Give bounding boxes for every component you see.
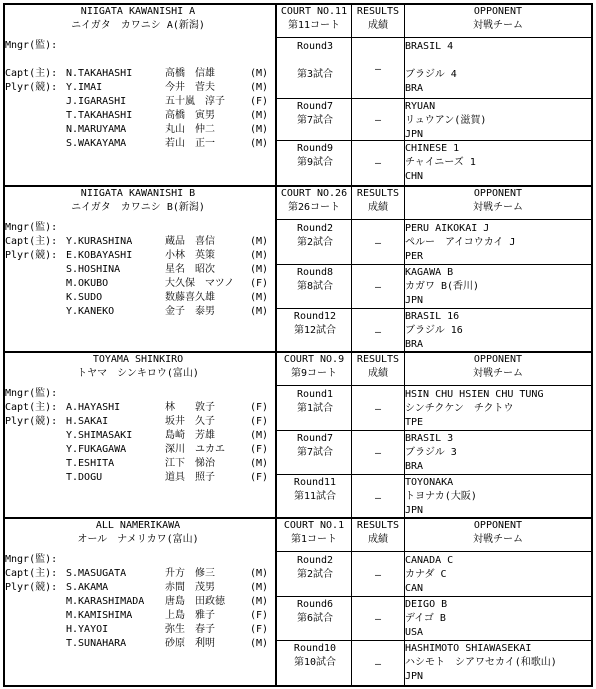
member-roman: S.WAKAYAMA bbox=[66, 138, 127, 149]
member-roman: T.DOGU bbox=[66, 472, 103, 483]
opponent-line: JPN bbox=[405, 505, 424, 516]
opponent-label-ja: 対戦チーム bbox=[473, 20, 523, 31]
opponent-header bbox=[405, 519, 591, 547]
row-divider bbox=[276, 98, 592, 99]
member-kanji: 星名 昭次 bbox=[165, 264, 215, 275]
team-block bbox=[3, 351, 593, 517]
game-label: 第6試合 bbox=[296, 613, 334, 624]
member-kanji: 五十嵐 淳子 bbox=[165, 96, 225, 107]
opponent-label-ja: 対戦チーム bbox=[473, 368, 523, 379]
round-label: Round3 bbox=[296, 41, 334, 52]
member-row bbox=[5, 109, 271, 123]
round-label: Round12 bbox=[293, 311, 337, 322]
row-divider bbox=[276, 264, 592, 265]
opponent-line: ハシモト シアワセカイ(和歌山) bbox=[405, 657, 557, 668]
member-roman: T.TAKAHASHI bbox=[66, 110, 133, 121]
member-row bbox=[5, 595, 271, 609]
member-row bbox=[5, 415, 271, 429]
row-divider bbox=[276, 308, 592, 309]
round-cell bbox=[279, 142, 351, 170]
team-name-en: TOYAMA SHINKIRO bbox=[92, 354, 184, 365]
member-row bbox=[5, 249, 271, 263]
member-row bbox=[5, 235, 271, 249]
member-row bbox=[5, 291, 271, 305]
opponent-line: BRA bbox=[405, 339, 424, 350]
member-roman: Y.IMAI bbox=[66, 82, 103, 93]
game-label: 第3試合 bbox=[296, 69, 334, 80]
opponent-label-ja: 対戦チーム bbox=[473, 202, 523, 213]
member-kanji: 上島 雅子 bbox=[165, 610, 215, 621]
opponent-line: ブラジル 3 bbox=[405, 447, 457, 458]
result-value: — bbox=[374, 115, 382, 126]
opponent-label: OPPONENT bbox=[473, 354, 523, 365]
member-kanji: 升方 修三 bbox=[165, 568, 215, 579]
results-label: RESULTS bbox=[356, 188, 400, 199]
member-kanji: 砂原 利明 bbox=[165, 638, 215, 649]
result-value: — bbox=[374, 158, 382, 169]
game-label: 第7試合 bbox=[296, 115, 334, 126]
member-gender: (M) bbox=[250, 568, 269, 579]
member-roman: A.HAYASHI bbox=[66, 402, 121, 413]
member-row bbox=[5, 567, 271, 581]
divider bbox=[3, 685, 593, 687]
member-row bbox=[5, 443, 271, 457]
member-kanji: 弥生 春子 bbox=[165, 624, 215, 635]
team-name bbox=[3, 187, 273, 215]
member-row bbox=[5, 609, 271, 623]
round-cell bbox=[279, 476, 351, 504]
member-roman: Y.FUKAGAWA bbox=[66, 444, 127, 455]
round-label: Round8 bbox=[296, 267, 334, 278]
row-divider bbox=[276, 640, 592, 641]
member-prefix: Capt(主): bbox=[5, 568, 58, 579]
member-gender: (M) bbox=[250, 292, 269, 303]
member-kanji: 唐島 田政徳 bbox=[165, 596, 225, 607]
member-roman: N.TAKAHASHI bbox=[66, 68, 133, 79]
team-name-ja: ニイガタ カワニシ A(新潟) bbox=[71, 20, 205, 31]
member-kanji: 丸山 仲二 bbox=[165, 124, 215, 135]
opponent-label: OPPONENT bbox=[473, 6, 523, 17]
member-kanji: 島崎 芳雄 bbox=[165, 430, 215, 441]
member-gender: (M) bbox=[250, 250, 269, 261]
opponent-line: PER bbox=[405, 251, 424, 262]
member-row bbox=[5, 137, 271, 151]
member-row bbox=[5, 67, 271, 81]
court-header bbox=[277, 353, 351, 381]
row-divider bbox=[276, 474, 592, 475]
team-name-ja: オール ナメリカワ(富山) bbox=[77, 534, 199, 545]
results-label: RESULTS bbox=[356, 520, 400, 531]
round-label: Round7 bbox=[296, 101, 334, 112]
opponent-line: CHINESE 1 bbox=[405, 143, 460, 154]
game-label: 第9試合 bbox=[296, 157, 334, 168]
court-number: COURT NO.1 bbox=[283, 520, 345, 531]
opponent-header bbox=[405, 353, 591, 381]
round-label: Round11 bbox=[293, 477, 337, 488]
results-header bbox=[352, 187, 404, 215]
opponent-cell bbox=[405, 40, 593, 96]
row-divider bbox=[276, 37, 592, 38]
member-row bbox=[5, 637, 271, 651]
opponent-line: TPE bbox=[405, 417, 424, 428]
roster-sheet bbox=[3, 3, 593, 687]
court-number-ja: 第11コート bbox=[287, 20, 341, 31]
result-value: — bbox=[374, 282, 382, 293]
opponent-cell bbox=[405, 222, 593, 264]
member-gender: (F) bbox=[250, 402, 269, 413]
member-gender: (M) bbox=[250, 596, 269, 607]
opponent-line: BRASIL 4 bbox=[405, 41, 454, 52]
member-gender: (F) bbox=[250, 96, 269, 107]
opponent-line: BRA bbox=[405, 83, 424, 94]
opponent-line: トヨナカ(大阪) bbox=[405, 491, 477, 502]
member-row bbox=[5, 387, 271, 401]
game-label: 第10試合 bbox=[293, 657, 337, 668]
opponent-line: RYUAN bbox=[405, 101, 436, 112]
opponent-cell bbox=[405, 432, 593, 474]
team-name-en: NIIGATA KAWANISHI A bbox=[80, 6, 196, 17]
member-kanji: 大久保 マツノ bbox=[165, 278, 235, 289]
opponent-line: TOYONAKA bbox=[405, 477, 454, 488]
result-value: — bbox=[374, 614, 382, 625]
opponent-line: JPN bbox=[405, 295, 424, 306]
court-number: COURT NO.9 bbox=[283, 354, 345, 365]
opponent-line: JPN bbox=[405, 671, 424, 682]
game-label: 第1試合 bbox=[296, 403, 334, 414]
results-header bbox=[352, 5, 404, 33]
member-row bbox=[5, 457, 271, 471]
row-divider bbox=[276, 596, 592, 597]
member-gender: (M) bbox=[250, 138, 269, 149]
member-row bbox=[5, 263, 271, 277]
member-prefix: Plyr(競): bbox=[5, 416, 58, 427]
member-prefix: Capt(主): bbox=[5, 68, 58, 79]
member-gender: (F) bbox=[250, 444, 269, 455]
member-gender: (F) bbox=[250, 610, 269, 621]
opponent-line: CAN bbox=[405, 583, 424, 594]
opponent-cell bbox=[405, 554, 593, 596]
member-roman: Y.KANEKO bbox=[66, 306, 115, 317]
opponent-header bbox=[405, 187, 591, 215]
member-prefix: Plyr(競): bbox=[5, 582, 58, 593]
opponent-label: OPPONENT bbox=[473, 188, 523, 199]
round-cell bbox=[279, 598, 351, 626]
member-row bbox=[5, 39, 271, 53]
member-gender: (M) bbox=[250, 430, 269, 441]
team-name-en: ALL NAMERIKAWA bbox=[95, 520, 181, 531]
member-roman: H.YAYOI bbox=[66, 624, 109, 635]
round-label: Round1 bbox=[296, 389, 334, 400]
opponent-line: カガワ B(香川) bbox=[405, 281, 480, 292]
opponent-header bbox=[405, 5, 591, 33]
member-row bbox=[5, 53, 271, 67]
round-label: Round10 bbox=[293, 643, 337, 654]
row-divider bbox=[276, 140, 592, 141]
member-gender: (M) bbox=[250, 638, 269, 649]
team-block bbox=[3, 185, 593, 351]
result-value: — bbox=[374, 404, 382, 415]
opponent-line: HASHIMOTO SHIAWASEKAI bbox=[405, 643, 532, 654]
member-kanji: 坂井 久子 bbox=[165, 416, 215, 427]
round-label: Round7 bbox=[296, 433, 334, 444]
opponent-cell bbox=[405, 100, 593, 142]
member-kanji: 林 敦子 bbox=[165, 402, 215, 413]
member-prefix: Mngr(監): bbox=[5, 222, 58, 233]
opponent-line: HSIN CHU HSIEN CHU TUNG bbox=[405, 389, 544, 400]
member-roman: S.HOSHINA bbox=[66, 264, 121, 275]
opponent-line: DEIGO B bbox=[405, 599, 448, 610]
game-label: 第8試合 bbox=[296, 281, 334, 292]
game-label: 第11試合 bbox=[293, 491, 337, 502]
opponent-label: OPPONENT bbox=[473, 520, 523, 531]
opponent-line: ブラジル 16 bbox=[405, 325, 463, 336]
opponent-line: CANADA C bbox=[405, 555, 454, 566]
member-gender: (M) bbox=[250, 306, 269, 317]
member-roman: S.AKAMA bbox=[66, 582, 109, 593]
results-label: RESULTS bbox=[356, 6, 400, 17]
team-block bbox=[3, 3, 593, 185]
member-prefix: Mngr(監): bbox=[5, 388, 58, 399]
member-prefix: Capt(主): bbox=[5, 402, 58, 413]
member-gender: (M) bbox=[250, 110, 269, 121]
member-roman: T.ESHITA bbox=[66, 458, 115, 469]
result-value: — bbox=[374, 493, 382, 504]
member-roman: E.KOBAYASHI bbox=[66, 250, 133, 261]
member-kanji: 若山 正一 bbox=[165, 138, 215, 149]
member-roman: T.SUNAHARA bbox=[66, 638, 127, 649]
member-gender: (M) bbox=[250, 82, 269, 93]
member-gender: (F) bbox=[250, 472, 269, 483]
member-row bbox=[5, 95, 271, 109]
opponent-line: CHN bbox=[405, 171, 424, 182]
team-name bbox=[3, 519, 273, 547]
opponent-line: KAGAWA B bbox=[405, 267, 454, 278]
member-kanji: 金子 泰男 bbox=[165, 306, 215, 317]
member-row bbox=[5, 581, 271, 595]
member-roman: M.KARASHIMADA bbox=[66, 596, 145, 607]
round-label: Round6 bbox=[296, 599, 334, 610]
member-row bbox=[5, 429, 271, 443]
member-row bbox=[5, 471, 271, 485]
member-prefix: Plyr(競): bbox=[5, 250, 58, 261]
court-header bbox=[277, 5, 351, 33]
court-header bbox=[277, 187, 351, 215]
row-divider bbox=[276, 430, 592, 431]
opponent-cell bbox=[405, 142, 593, 184]
member-gender: (M) bbox=[250, 68, 269, 79]
round-cell bbox=[279, 266, 351, 294]
member-roman: J.IGARASHI bbox=[66, 96, 127, 107]
opponent-cell bbox=[405, 476, 593, 518]
member-gender: (M) bbox=[250, 458, 269, 469]
result-value: — bbox=[374, 64, 382, 75]
member-roman: N.MARUYAMA bbox=[66, 124, 127, 135]
round-cell bbox=[279, 40, 351, 82]
game-label: 第7試合 bbox=[296, 447, 334, 458]
results-label-ja: 成績 bbox=[368, 368, 388, 379]
member-row bbox=[5, 553, 271, 567]
team-name-ja: トヤマ シンキロウ(富山) bbox=[77, 368, 199, 379]
round-cell bbox=[279, 222, 351, 250]
game-label: 第2試合 bbox=[296, 237, 334, 248]
round-label: Round2 bbox=[296, 555, 334, 566]
round-cell bbox=[279, 554, 351, 582]
court-header bbox=[277, 519, 351, 547]
member-kanji: 高橋 寅男 bbox=[165, 110, 215, 121]
member-kanji: 赤間 茂男 bbox=[165, 582, 215, 593]
game-label: 第2試合 bbox=[296, 569, 334, 580]
member-row bbox=[5, 401, 271, 415]
round-label: Round9 bbox=[296, 143, 334, 154]
member-row bbox=[5, 305, 271, 319]
member-prefix: Capt(主): bbox=[5, 236, 58, 247]
row-divider bbox=[276, 385, 592, 386]
opponent-line: BRASIL 3 bbox=[405, 433, 454, 444]
round-cell bbox=[279, 432, 351, 460]
opponent-cell bbox=[405, 642, 593, 684]
opponent-line: リュウアン(滋賀) bbox=[405, 115, 487, 126]
round-cell bbox=[279, 642, 351, 670]
member-gender: (M) bbox=[250, 582, 269, 593]
opponent-line bbox=[405, 54, 593, 68]
opponent-line: BRASIL 16 bbox=[405, 311, 460, 322]
member-roman: H.SAKAI bbox=[66, 416, 109, 427]
team-name bbox=[3, 5, 273, 33]
results-label-ja: 成績 bbox=[368, 202, 388, 213]
member-kanji: 小林 英策 bbox=[165, 250, 215, 261]
opponent-cell bbox=[405, 310, 593, 352]
member-roman: Y.SHIMASAKI bbox=[66, 430, 133, 441]
member-prefix: Mngr(監): bbox=[5, 554, 58, 565]
opponent-cell bbox=[405, 388, 593, 430]
member-prefix: Mngr(監): bbox=[5, 40, 58, 51]
round-cell bbox=[279, 100, 351, 128]
results-label-ja: 成績 bbox=[368, 534, 388, 545]
member-roman: K.SUDO bbox=[66, 292, 103, 303]
opponent-cell bbox=[405, 266, 593, 308]
game-label: 第12試合 bbox=[293, 325, 337, 336]
opponent-line: USA bbox=[405, 627, 424, 638]
court-number-ja: 第9コート bbox=[290, 368, 338, 379]
member-kanji: 高橋 信雄 bbox=[165, 68, 215, 79]
court-number-ja: 第26コート bbox=[287, 202, 341, 213]
member-row bbox=[5, 123, 271, 137]
opponent-line: BRA bbox=[405, 461, 424, 472]
member-row bbox=[5, 277, 271, 291]
member-kanji: 数藤喜久雄 bbox=[165, 292, 215, 303]
member-row bbox=[5, 623, 271, 637]
member-kanji: 今井 菅夫 bbox=[165, 82, 215, 93]
results-label: RESULTS bbox=[356, 354, 400, 365]
member-row bbox=[5, 221, 271, 235]
team-name-ja: ニイガタ カワニシ B(新潟) bbox=[71, 202, 205, 213]
member-roman: Y.KURASHINA bbox=[66, 236, 133, 247]
row-divider bbox=[276, 219, 592, 220]
court-number: COURT NO.26 bbox=[280, 188, 348, 199]
results-label-ja: 成績 bbox=[368, 20, 388, 31]
spacer bbox=[279, 54, 351, 68]
result-value: — bbox=[374, 659, 382, 670]
results-header bbox=[352, 353, 404, 381]
result-value: — bbox=[374, 448, 382, 459]
round-cell bbox=[279, 310, 351, 338]
member-roman: M.OKUBO bbox=[66, 278, 109, 289]
opponent-line: カナダ C bbox=[405, 569, 447, 580]
member-roman: M.KAMISHIMA bbox=[66, 610, 133, 621]
member-kanji: 道具 照子 bbox=[165, 472, 215, 483]
opponent-label-ja: 対戦チーム bbox=[473, 534, 523, 545]
round-cell bbox=[279, 388, 351, 416]
member-prefix: Plyr(競): bbox=[5, 82, 58, 93]
row-divider bbox=[276, 551, 592, 552]
court-number: COURT NO.11 bbox=[280, 6, 348, 17]
opponent-cell bbox=[405, 598, 593, 640]
member-gender: (F) bbox=[250, 624, 269, 635]
result-value: — bbox=[374, 570, 382, 581]
team-name-en: NIIGATA KAWANISHI B bbox=[80, 188, 196, 199]
round-label: Round2 bbox=[296, 223, 334, 234]
member-gender: (F) bbox=[250, 278, 269, 289]
opponent-line: シンチクケン チクトウ bbox=[405, 403, 514, 414]
member-gender: (M) bbox=[250, 236, 269, 247]
opponent-line: JPN bbox=[405, 129, 424, 140]
result-value: — bbox=[374, 238, 382, 249]
opponent-line: チャイニーズ 1 bbox=[405, 157, 476, 168]
member-gender: (M) bbox=[250, 124, 269, 135]
opponent-line: PERU AIKOKAI J bbox=[405, 223, 490, 234]
team-block bbox=[3, 517, 593, 687]
member-row bbox=[5, 81, 271, 95]
court-number-ja: 第1コート bbox=[290, 534, 338, 545]
member-kanji: 江下 悌治 bbox=[165, 458, 215, 469]
member-gender: (M) bbox=[250, 264, 269, 275]
member-gender: (F) bbox=[250, 416, 269, 427]
opponent-line: ブラジル 4 bbox=[405, 69, 457, 80]
results-header bbox=[352, 519, 404, 547]
result-value: — bbox=[374, 327, 382, 338]
team-name bbox=[3, 353, 273, 381]
opponent-line: ペルー アイコウカイ J bbox=[405, 237, 516, 248]
opponent-line: デイゴ B bbox=[405, 613, 446, 624]
member-kanji: 蔵品 喜信 bbox=[165, 236, 215, 247]
member-kanji: 深川 ユカエ bbox=[165, 444, 225, 455]
member-roman: S.MASUGATA bbox=[66, 568, 127, 579]
